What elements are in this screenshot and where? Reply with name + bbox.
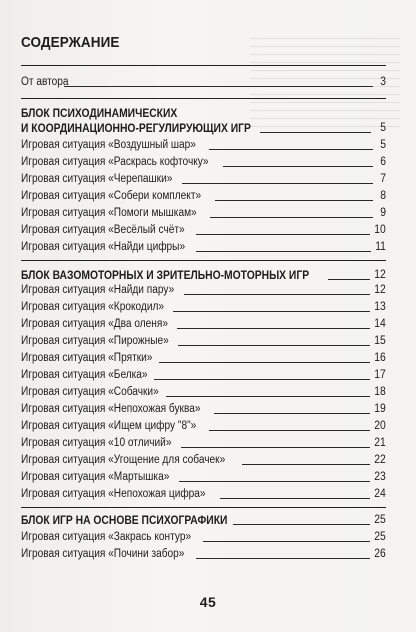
toc-entry[interactable] [21,366,386,382]
toc-entry[interactable] [21,315,386,331]
dot-leader [159,362,370,363]
section-divider [21,98,386,99]
dot-leader [220,498,370,499]
section-divider [21,260,386,261]
toc-entry[interactable] [21,485,386,501]
dot-leader [179,481,371,482]
dot-leader [242,464,370,465]
dot-leader [182,183,373,184]
toc-entry-page: 9 [380,207,386,219]
dot-leader [177,328,370,329]
toc-entry-page: 8 [380,190,386,202]
toc-entry-label: Игровая ситуация «Раскрась кофточку» [21,156,209,168]
toc-entry[interactable] [21,468,386,484]
toc-entry-label: Игровая ситуация «Весёлый счёт» [21,224,185,236]
toc-entry-label: Игровая ситуация «Почини забор» [21,548,185,560]
dot-leader [223,166,373,167]
toc-entry-label: Игровая ситуация «Найди пару» [21,284,175,296]
section-heading-1[interactable] [21,106,386,136]
toc-entry[interactable] [21,204,386,220]
dot-leader [203,541,370,542]
toc-entry-label: Игровая ситуация «Мартышка» [21,471,170,483]
toc-entry-label: Игровая ситуация «Непохожая цифра» [21,488,206,500]
toc-entry-page: 25 [374,531,386,543]
section-title-line: БЛОК ПСИХОДИНАМИЧЕСКИХ [21,106,178,120]
dot-leader [196,234,370,235]
toc-entry-page: 21 [374,437,386,449]
toc-entry-page: 3 [380,76,386,88]
toc-entry[interactable] [21,153,386,169]
dot-leader [64,86,373,87]
dot-leader [260,132,371,133]
toc-entry-page: 11 [375,241,386,253]
toc-entry[interactable] [21,434,386,450]
dot-leader [184,294,370,295]
toc-entry-label: Игровая ситуация «Пирожные» [21,335,169,347]
dot-leader [154,379,370,380]
toc-entry-page: 26 [374,548,386,560]
page-number: 45 [199,594,217,610]
toc-entry-label: Игровая ситуация «Крокодил» [21,301,164,313]
dot-leader [173,311,371,312]
toc-entry[interactable] [21,349,386,365]
intro-divider [21,65,386,66]
toc-entry-page: 12 [374,284,386,296]
toc-entry-page: 14 [374,318,386,330]
dot-leader [214,413,370,414]
dot-leader [181,447,370,448]
toc-entry[interactable] [21,545,386,561]
toc-entry-page: 15 [374,335,386,347]
toc-entry[interactable] [21,400,386,416]
toc-entry-page: 17 [374,369,386,381]
toc-entry-label: Игровая ситуация «Ищем цифру "8"» [21,420,197,432]
section-divider [21,507,386,508]
toc-entry-label: Игровая ситуация «Помоги мышкам» [21,207,197,219]
dot-leader [196,558,371,559]
toc-entry[interactable] [21,383,386,399]
toc-entry[interactable] [21,528,386,544]
toc-entry-label: Игровая ситуация «Угощение для собачек» [21,454,226,466]
dot-leader [215,200,373,201]
dot-leader [209,149,373,150]
toc-entry-intro[interactable] [21,73,386,89]
toc-entry-page: 18 [374,386,386,398]
toc-entry-page: 13 [374,301,386,313]
toc-entry[interactable] [21,170,386,186]
dot-leader [166,396,370,397]
toc-entry-label: Игровая ситуация «Собачки» [21,386,159,398]
toc-entry[interactable] [21,281,386,297]
section-title-line: БЛОК ИГР НА ОСНОВЕ ПСИХОГРАФИКИ [21,513,228,527]
toc-entry-page: 7 [380,173,386,185]
dot-leader [178,345,370,346]
toc-entry-page: 24 [374,488,386,500]
toc-entry[interactable] [21,238,386,254]
toc-entry-page: 22 [374,454,386,466]
toc-entry-label: Игровая ситуация «Найди цифры» [21,241,186,253]
section-heading-3[interactable] [21,513,386,528]
section-page: 12 [374,269,386,281]
toc-entry-page: 19 [374,403,386,415]
section-page: 5 [380,122,386,134]
dot-leader [196,251,371,252]
toc-entry[interactable] [21,451,386,467]
toc-entry-label: От автора [21,76,69,88]
section-title-line: БЛОК ВАЗОМОТОРНЫХ И ЗРИТЕЛЬНО-МОТОРНЫХ ИГР [21,268,310,282]
toc-entry-page: 5 [380,139,386,151]
toc-entry-label: Игровая ситуация «Белка» [21,369,148,381]
toc-entry-page: 23 [374,471,386,483]
toc-entry-label: Игровая ситуация «Черепашки» [21,173,173,185]
page-title: СОДЕРЖАНИЕ [21,34,120,51]
dot-leader [233,524,370,525]
toc-entry[interactable] [21,187,386,203]
dot-leader [210,217,373,218]
toc-entry-label: Игровая ситуация «Закрась контур» [21,531,192,543]
toc-entry-label: Игровая ситуация «Собери комплект» [21,190,202,202]
toc-entry[interactable] [21,136,386,152]
dot-leader [209,430,370,431]
toc-entry-label: Игровая ситуация «Прятки» [21,352,153,364]
toc-entry[interactable] [21,221,386,237]
toc-entry[interactable] [21,417,386,433]
toc-entry[interactable] [21,298,386,314]
toc-entry[interactable] [21,332,386,348]
dot-leader [328,279,370,280]
toc-entry-label: Игровая ситуация «10 отличий» [21,437,172,449]
toc-entry-page: 16 [374,352,386,364]
toc-entry-page: 20 [374,420,386,432]
toc-entry-label: Игровая ситуация «Воздушный шар» [21,139,196,151]
toc-entry-page: 10 [374,224,386,236]
toc-entry-label: Игровая ситуация «Два оленя» [21,318,169,330]
section-title-line: И КООРДИНАЦИОННО-РЕГУЛИРУЮЩИХ ИГР [21,121,251,135]
toc-entry-page: 6 [380,156,386,168]
toc-entry-label: Игровая ситуация «Непохожая буква» [21,403,201,415]
section-page: 25 [374,514,386,526]
